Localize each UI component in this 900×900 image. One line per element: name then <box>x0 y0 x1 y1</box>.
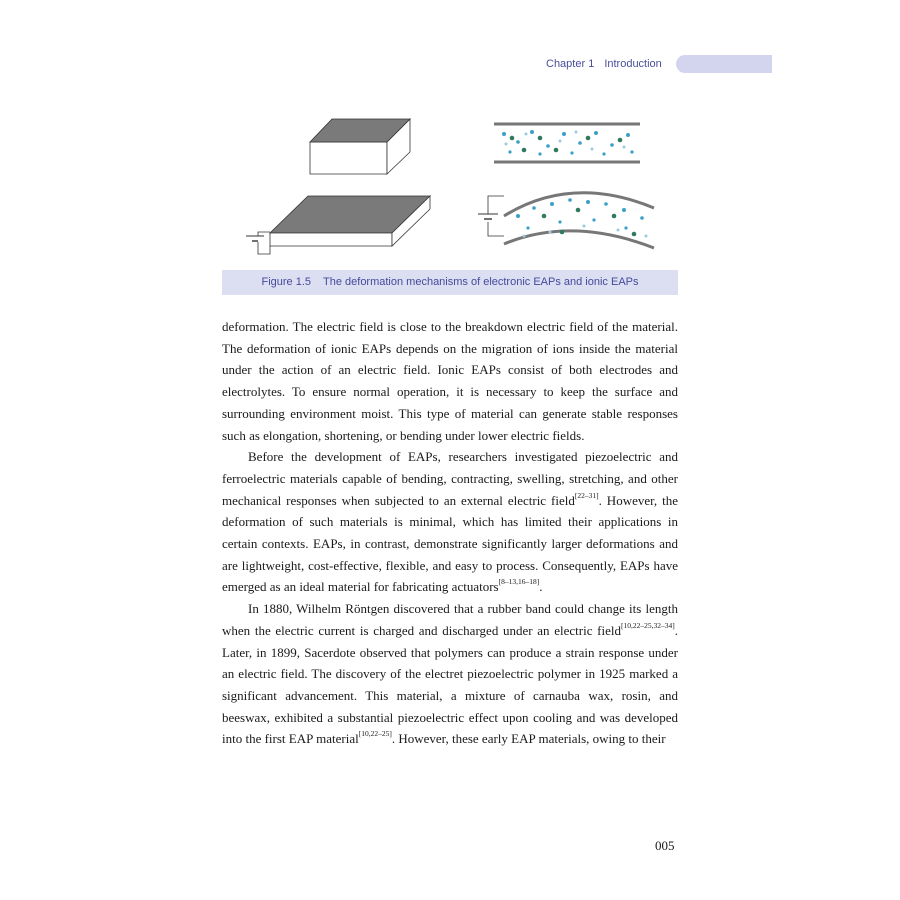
figure-caption <box>222 270 678 295</box>
electronic-eap-actuated <box>246 196 430 254</box>
header-section: Introduction <box>604 58 662 70</box>
running-header <box>546 58 672 70</box>
text-run: Before the development of EAPs, researchers investigated piezoelectric and ferroelectric materials capable of bending, contracting, swelling, stretching, and other mechanical responses when subjected to an external electric field <box>222 449 678 508</box>
page-number: 005 <box>655 838 675 853</box>
ionic-eap-bent <box>478 193 654 248</box>
figure-eap-deformation <box>222 112 678 272</box>
paragraph-1 <box>222 316 678 446</box>
text-run: . <box>539 579 543 595</box>
text-run: deformation. The electric field is close to the breakdown electric field of the material. The deformation of ionic EAPs depends on the migration of ions inside the material under the action of an electric field. Ionic EAPs consist of both electrodes and electrolytes. To ensure normal operation, it is necessary to keep the surface and surrounding environment moist. This type of material can generate stable responses such as elongation, shortening, or bending under lower electric fields. <box>222 319 678 443</box>
citation: [10,22–25] <box>358 729 392 739</box>
header-tab <box>676 55 772 73</box>
paragraph-3 <box>222 598 678 750</box>
citation: [8–13,16–18] <box>498 577 540 587</box>
figure-caption-text: The deformation mechanisms of electronic EAPs and ionic EAPs <box>323 276 639 288</box>
body-text <box>222 316 678 750</box>
header-chapter: Chapter 1 <box>546 58 595 70</box>
text-run: . However, the deformation of such materials is minimal, which has limited their applications in certain contexts. EAPs, in contrast, demonstrate significantly larger deformations and are lightweight, cost-effective, flexible, and easy to process. Consequently, EAPs have emerged as an ideal material for fabricating actuators <box>222 492 679 595</box>
paragraph-2 <box>222 446 678 598</box>
citation: [22–31] <box>574 490 599 500</box>
text-run: . Later, in 1899, Sacerdote observed that polymers can produce a strain response under an electric field. The discovery of the electret piezoelectric polymer in 1925 marked a significant advancement. This material, a mixture of carnauba wax, rosin, and beeswax, exhibited a substantial piezoelectric effect upon cooling and was developed into the first EAP material <box>222 622 678 747</box>
text-run: In 1880, Wilhelm Röntgen discovered that a rubber band could change its length when the electric current is charged and discharged under an electric field <box>222 601 678 638</box>
figure-illustration <box>222 112 678 272</box>
electronic-eap-relaxed <box>310 119 410 174</box>
ionic-eap-relaxed <box>494 124 640 162</box>
text-run: . However, these early EAP materials, owing to their <box>391 731 666 747</box>
citation: [10,22–25,32–34] <box>621 620 675 630</box>
figure-label: Figure 1.5 <box>261 276 312 288</box>
